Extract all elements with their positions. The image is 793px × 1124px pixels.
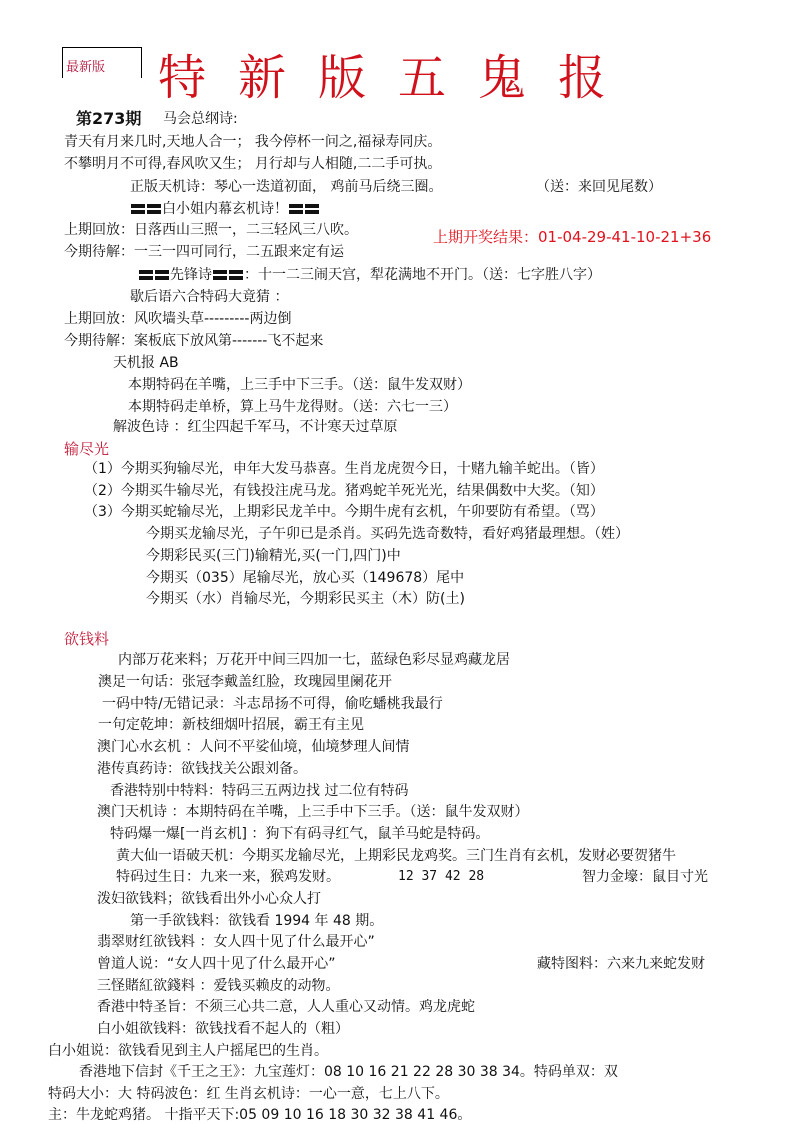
shujinguang-item: （2）今期买牛输尽光，有钱投注虎马龙。猪鸡蛇羊死光光，结果偶数中大奖。（知） bbox=[84, 483, 604, 499]
double-bar-icon bbox=[213, 269, 243, 281]
xinfeng-line: 香港地下信封《千王之王》：九宝莲灯：08 10 16 21 22 28 30 38 34。特码单双：双 bbox=[79, 1064, 618, 1080]
double-bar-icon bbox=[131, 203, 161, 215]
xiehouyu-heading: 歇后语六合特码大竟猜 ： bbox=[130, 289, 289, 305]
yuqian-line: 香港特别中特料：特码三五两边找 过二位有特码 bbox=[110, 783, 409, 799]
tianji-heading: 天机报 AB bbox=[113, 355, 179, 371]
page-title: 特新版五鬼报 bbox=[158, 50, 639, 106]
review-last: 上期回放：日落西山三照一，二三轻风三八吹。 bbox=[64, 222, 358, 238]
daxiao-line: 特码大小：大 特码波色：红 生肖玄机诗：一心一意，七上八下。 bbox=[48, 1086, 449, 1102]
edition-badge-box bbox=[62, 47, 142, 78]
shujinguang-extra: 今期买（水）肖输尽光，今期彩民买主（木）防(土) bbox=[146, 591, 465, 607]
pofu-line: 泼妇欲钱料；欲钱看出外小心众人打 bbox=[97, 891, 321, 907]
yuqian-line: 澳门天机诗 ：本期特码在羊嘴，上三手中下三手。（送：鼠牛发双财） bbox=[97, 804, 529, 820]
edition-badge: 最新版 bbox=[66, 60, 106, 75]
period-number: 第273期 bbox=[76, 109, 142, 128]
yuqian-line: 特码爆一爆[一肖玄机] ：狗下有码寻红气，鼠羊马蛇是特码。 bbox=[110, 826, 490, 842]
last-result bbox=[433, 226, 711, 247]
xiehouyu-last: 上期回放：风吹墙头草---------两边倒 bbox=[64, 311, 292, 327]
section-heading-shujinguang: 输尽光 bbox=[64, 440, 110, 458]
section-heading-yuqianliao: 欲钱料 bbox=[64, 630, 110, 648]
zhengban-note: （送：来回见尾数） bbox=[536, 179, 662, 195]
poem-line-1: 青天有月来几时,天地人合一； 我今停杯一问之,福禄寿同庆。 bbox=[64, 134, 442, 150]
sanguai-line: 三怪賭紅欲錢料 ：爱钱买赖皮的动物。 bbox=[97, 978, 340, 994]
feicui-line: 翡翠财红欲钱料 ：女人四十见了什么最开心” bbox=[97, 934, 375, 950]
yuqian-line: 港传真药诗：欲钱找关公跟刘备。 bbox=[97, 761, 307, 777]
shujinguang-extra: 今期买龙输尽光，子午卯已是杀肖。买码先选奇数特，看好鸡猪最理想。（姓） bbox=[146, 526, 629, 542]
yuqian-line: 澳门心水玄机 ：人问不平娑仙境，仙境梦理人间情 bbox=[97, 739, 410, 755]
yuqian-line: 一码中特/无错记录：斗志昂扬不可得，偷吃蟠桃我最行 bbox=[102, 696, 443, 712]
subtitle: 马会总纲诗: bbox=[163, 111, 238, 127]
shujinguang-item: （1）今期买狗输尽光，申年大发马恭喜。生肖龙虎贺今日，十赌九输羊蛇出。（皆） bbox=[84, 461, 604, 477]
yuqian-line: 内部万花来料；万花开中间三四加一七，蓝绿色彩尽显鸡藏龙居 bbox=[118, 652, 510, 668]
shujinguang-extra: 今期买（035）尾输尽光，放心买（149678）尾中 bbox=[146, 570, 465, 586]
baixiaojie-shuo-line: 白小姐说：欲钱看见到主人户摇尾巴的生肖。 bbox=[48, 1043, 328, 1059]
yuqian-line: 黄大仙一语破天机：今期买龙输尽光，上期彩民龙鸡奖。三门生肖有玄机，发财必要贺猪牛 bbox=[116, 848, 676, 864]
xianfeng-poem: 先锋诗 ：十一二三闹天宫，犁花满地不开门。（送：七字胜八字） bbox=[138, 266, 601, 284]
yuqian-line: 澳足一句话：张冠李戴盖红脸，玫瑰园里阑花开 bbox=[98, 674, 392, 690]
xianggang-line: 香港中特圣旨：不须三心共二意，人人重心又动情。鸡龙虎蛇 bbox=[97, 999, 475, 1015]
double-bar-icon bbox=[289, 203, 319, 215]
cangte-line: 藏特图料：六来九来蛇发财 bbox=[537, 956, 705, 972]
tianji-line-1: 本期特码在羊嘴，上三手中下三手。（送：鼠牛发双财） bbox=[128, 377, 471, 393]
xiehouyu-this: 今期待解：案板底下放风第-------飞不起来 bbox=[64, 333, 324, 349]
zhili-line: 智力金壕：鼠目寸光 bbox=[582, 869, 708, 885]
baixiaojie-yq-line: 白小姐欲钱料：欲钱找看不起人的（粗） bbox=[97, 1021, 349, 1037]
double-bar-icon bbox=[139, 269, 169, 281]
tianji-line-2: 本期特码走单桥，算上马牛龙得财。（送：六七一三） bbox=[128, 399, 457, 415]
yuqian-line: 一句定乾坤：新枝细烟叶招展，霸王有主见 bbox=[98, 717, 364, 733]
jiebo-poem: 解波色诗 ：红尘四起千军马，不计寒天过草原 bbox=[113, 419, 398, 435]
zengdaoren-line: 曾道人说：“女人四十见了什么最开心” bbox=[97, 956, 336, 972]
bai-xiaojie-heading: 白小姐内幕玄机诗！ bbox=[130, 200, 320, 218]
diyishou-line: 第一手欲钱料：欲钱看 1994 年 48 期。 bbox=[130, 913, 384, 929]
shujinguang-item: （3）今期买蛇输尽光，上期彩民龙羊中。今期牛虎有玄机，午卯要防有希望。（骂） bbox=[84, 504, 604, 520]
birthday-line: 特码过生日：九来一来，猴鸡发财。 bbox=[116, 869, 340, 885]
review-this: 今期待解：一三一四可同行，二五跟来定有运 bbox=[64, 244, 344, 260]
poem-line-2: 不攀明月不可得,春风吹又生； 月行却与人相随,二二手可执。 bbox=[64, 156, 442, 172]
shujinguang-extra: 今期彩民买(三门)输精光,买(一门,四门)中 bbox=[146, 548, 401, 564]
zhengban-poem: 正版天机诗：琴心一迭道初面， 鸡前马后绕三圈。 bbox=[130, 179, 443, 195]
birthday-numbers: 12 37 42 28 bbox=[398, 869, 485, 884]
last-result-label: 上期开奖结果： bbox=[433, 228, 539, 246]
zhu-line: 主：牛龙蛇鸡猪。 十指平天下:05 09 10 16 18 30 32 38 41 46。 bbox=[48, 1107, 472, 1123]
last-result-numbers: 01-04-29-41-10-21+36 bbox=[538, 228, 712, 246]
